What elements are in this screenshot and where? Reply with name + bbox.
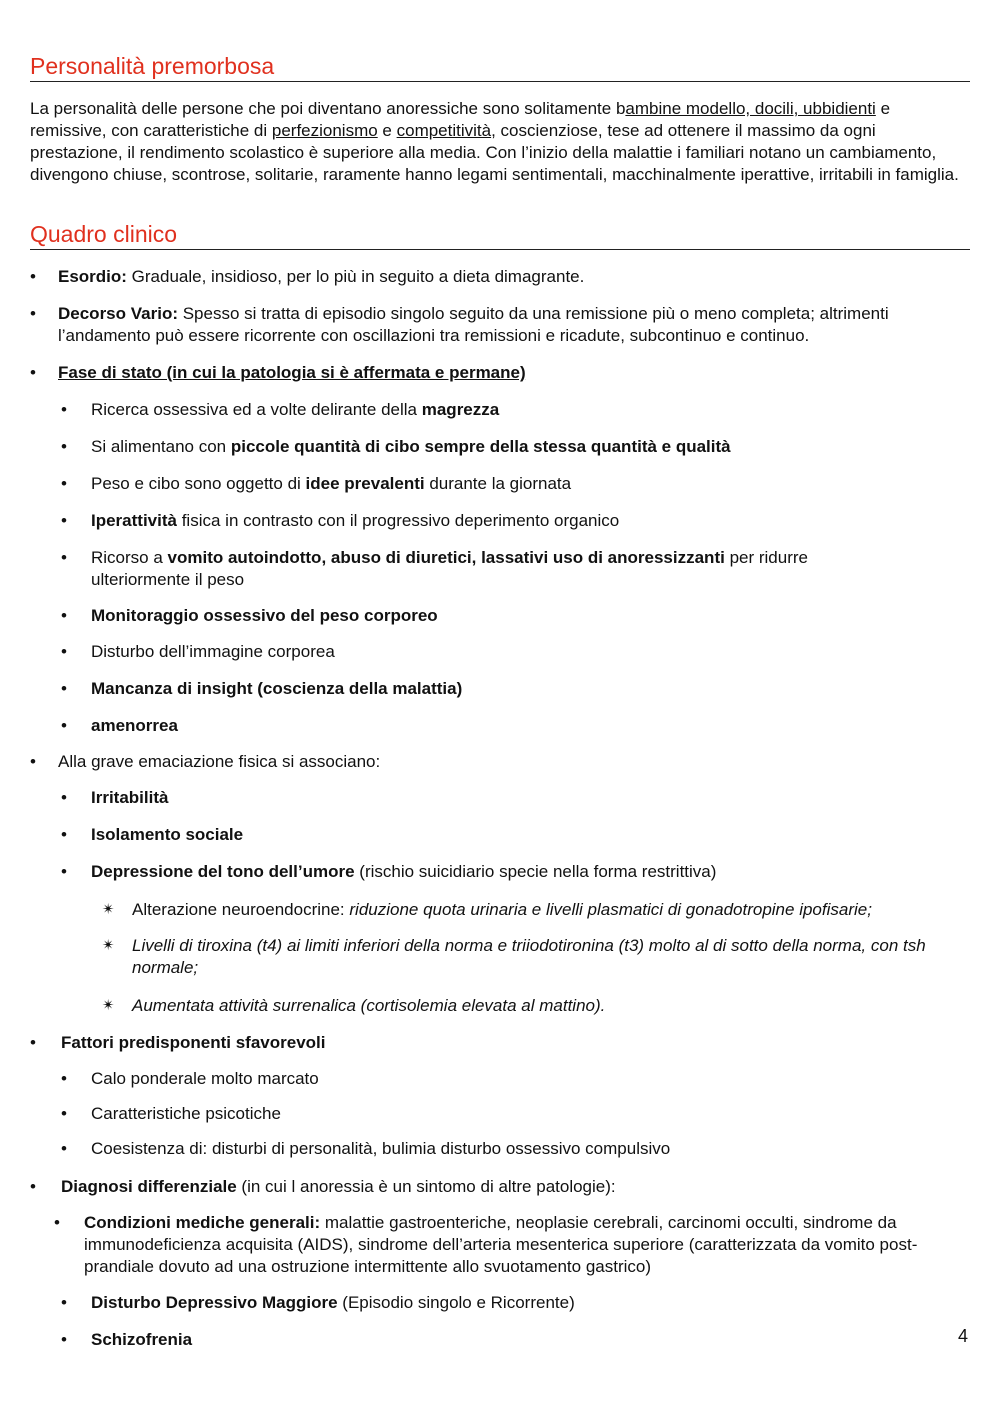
bullet-icon: • [61, 1139, 67, 1158]
bullet-icon: • [61, 1104, 67, 1123]
list-item-immagine-corporea: • Disturbo dell’immagine corporea [61, 642, 335, 661]
star-bullet-icon: ✴ [102, 901, 115, 918]
list-item-calo-ponderale: • Calo ponderale molto marcato [61, 1069, 319, 1088]
list-item-surrenalica: ✴ Aumentata attività surrenalica (cortisolemia elevata al mattino). [102, 996, 606, 1015]
bullet-icon: • [61, 788, 67, 807]
star-bullet-icon: ✴ [102, 937, 115, 954]
list-item-vomito: • Ricorso a vomito autoindotto, abuso di diuretici, lassativi uso di anoressizzanti per ridurre ulteriormente il peso [61, 548, 808, 589]
list-item-irritabilita: • Irritabilità [61, 788, 169, 807]
bullet-icon: • [61, 474, 67, 493]
bullet-icon: • [61, 437, 67, 456]
bullet-icon: • [30, 1177, 36, 1196]
list-item-isolamento: • Isolamento sociale [61, 825, 244, 844]
bullet-icon: • [61, 642, 67, 661]
list-item-alimentazione: • Si alimentano con piccole quantità di cibo sempre della stessa quantità e qualità [61, 437, 731, 456]
list-item-emaciazione: • Alla grave emaciazione fisica si associano: [30, 752, 381, 771]
bullet-icon: • [30, 267, 36, 286]
bullet-icon: • [61, 825, 67, 844]
bullet-icon: • [61, 1330, 67, 1349]
list-item-diagnosi: • Diagnosi differenziale (in cui l anoressia è un sintomo di altre patologie): [30, 1177, 616, 1196]
list-item-depressione: • Depressione del tono dell’umore (rischio suicidiario specie nella forma restrittiva) [61, 862, 717, 881]
bullet-icon: • [54, 1213, 60, 1232]
list-item-psicotiche: • Caratteristiche psicotiche [61, 1104, 281, 1123]
list-item-monitoraggio: • Monitoraggio ossessivo del peso corporeo [61, 606, 438, 625]
list-item-decorso: • Decorso Vario: Spesso si tratta di episodio singolo seguito da una remissione più o meno completa; altrimenti l’andamento può essere ricorrente con oscillazioni tra remissioni e ricadute, subcontinuo e continuo. [30, 304, 889, 345]
bullet-icon: • [30, 363, 36, 382]
list-item-fattori: • Fattori predisponenti sfavorevoli [30, 1033, 326, 1052]
bullet-icon: • [61, 511, 67, 530]
heading-premorbid: Personalità premorbosa [30, 52, 970, 82]
bullet-icon: • [61, 862, 67, 881]
list-item-depressivo-maggiore: • Disturbo Depressivo Maggiore (Episodio singolo e Ricorrente) [61, 1293, 575, 1312]
bullet-icon: • [61, 1293, 67, 1312]
bullet-icon: • [61, 606, 67, 625]
bullet-icon: • [61, 679, 67, 698]
star-bullet-icon: ✴ [102, 997, 115, 1014]
list-item-fase-di-stato: • Fase di stato (in cui la patologia si è affermata e permane) [30, 363, 526, 382]
list-item-tiroxina: ✴ Livelli di tiroxina (t4) ai limiti inferiori della norma e triiodotironina (t3) molto al di sotto della norma, con tsh normale; [102, 936, 926, 977]
list-item-idee-prevalenti: • Peso e cibo sono oggetto di idee prevalenti durante la giornata [61, 474, 572, 493]
bullet-icon: • [61, 1069, 67, 1088]
list-item-coesistenza: • Coesistenza di: disturbi di personalità, bulimia disturbo ossessivo compulsivo [61, 1139, 671, 1158]
bullet-icon: • [61, 716, 67, 735]
list-item-schizofrenia: • Schizofrenia [61, 1330, 193, 1349]
bullet-icon: • [30, 1033, 36, 1052]
bullet-icon: • [30, 304, 36, 323]
list-item-neuroendocrine: ✴ Alterazione neuroendocrine: riduzione quota urinaria e livelli plasmatici di gonadotropine ipofisarie; [102, 900, 872, 919]
list-item-iperattivita: • Iperattività fisica in contrasto con il progressivo deperimento organico [61, 511, 620, 530]
page-number: 4 [958, 1326, 969, 1346]
bullet-icon: • [61, 400, 67, 419]
list-item-insight: • Mancanza di insight (coscienza della malattia) [61, 679, 463, 698]
bullet-icon: • [30, 752, 36, 771]
list-item-magrezza: • Ricerca ossessiva ed a volte delirante della magrezza [61, 400, 500, 419]
heading-clinical: Quadro clinico [30, 220, 970, 250]
bullet-icon: • [61, 548, 67, 567]
list-item-condizioni-mediche: • Condizioni mediche generali: malattie gastroenteriche, neoplasie cerebrali, carcinomi occulti, sindrome da immunodeficienza acquisita (AIDS), sindrome dell’arteria mesenterica superiore (caratterizzata da vomito post-prandiale dovuto ad una ostruzione intermittente allo svuotamento gastrico) [54, 1213, 918, 1276]
premorbid-paragraph: La personalità delle persone che poi diventano anoressiche sono solitamente bambine modello, docili, ubbidienti e remissive, con caratteristiche di perfezionismo e competitività, coscienziose, tese ad ottenere il massimo da ogni prestazione, il rendimento scolastico è superiore alla media. Con l’inizio della malattie i familiari notano un cambiamento, divengono chiuse, scontrose, solitarie, raramente hanno legami sentimentali, macchinalmente iperattive, irritabili in famiglia. [30, 99, 959, 184]
list-item-esordio: • Esordio: Graduale, insidioso, per lo più in seguito a dieta dimagrante. [30, 267, 585, 286]
list-item-amenorrea: • amenorrea [61, 716, 178, 735]
